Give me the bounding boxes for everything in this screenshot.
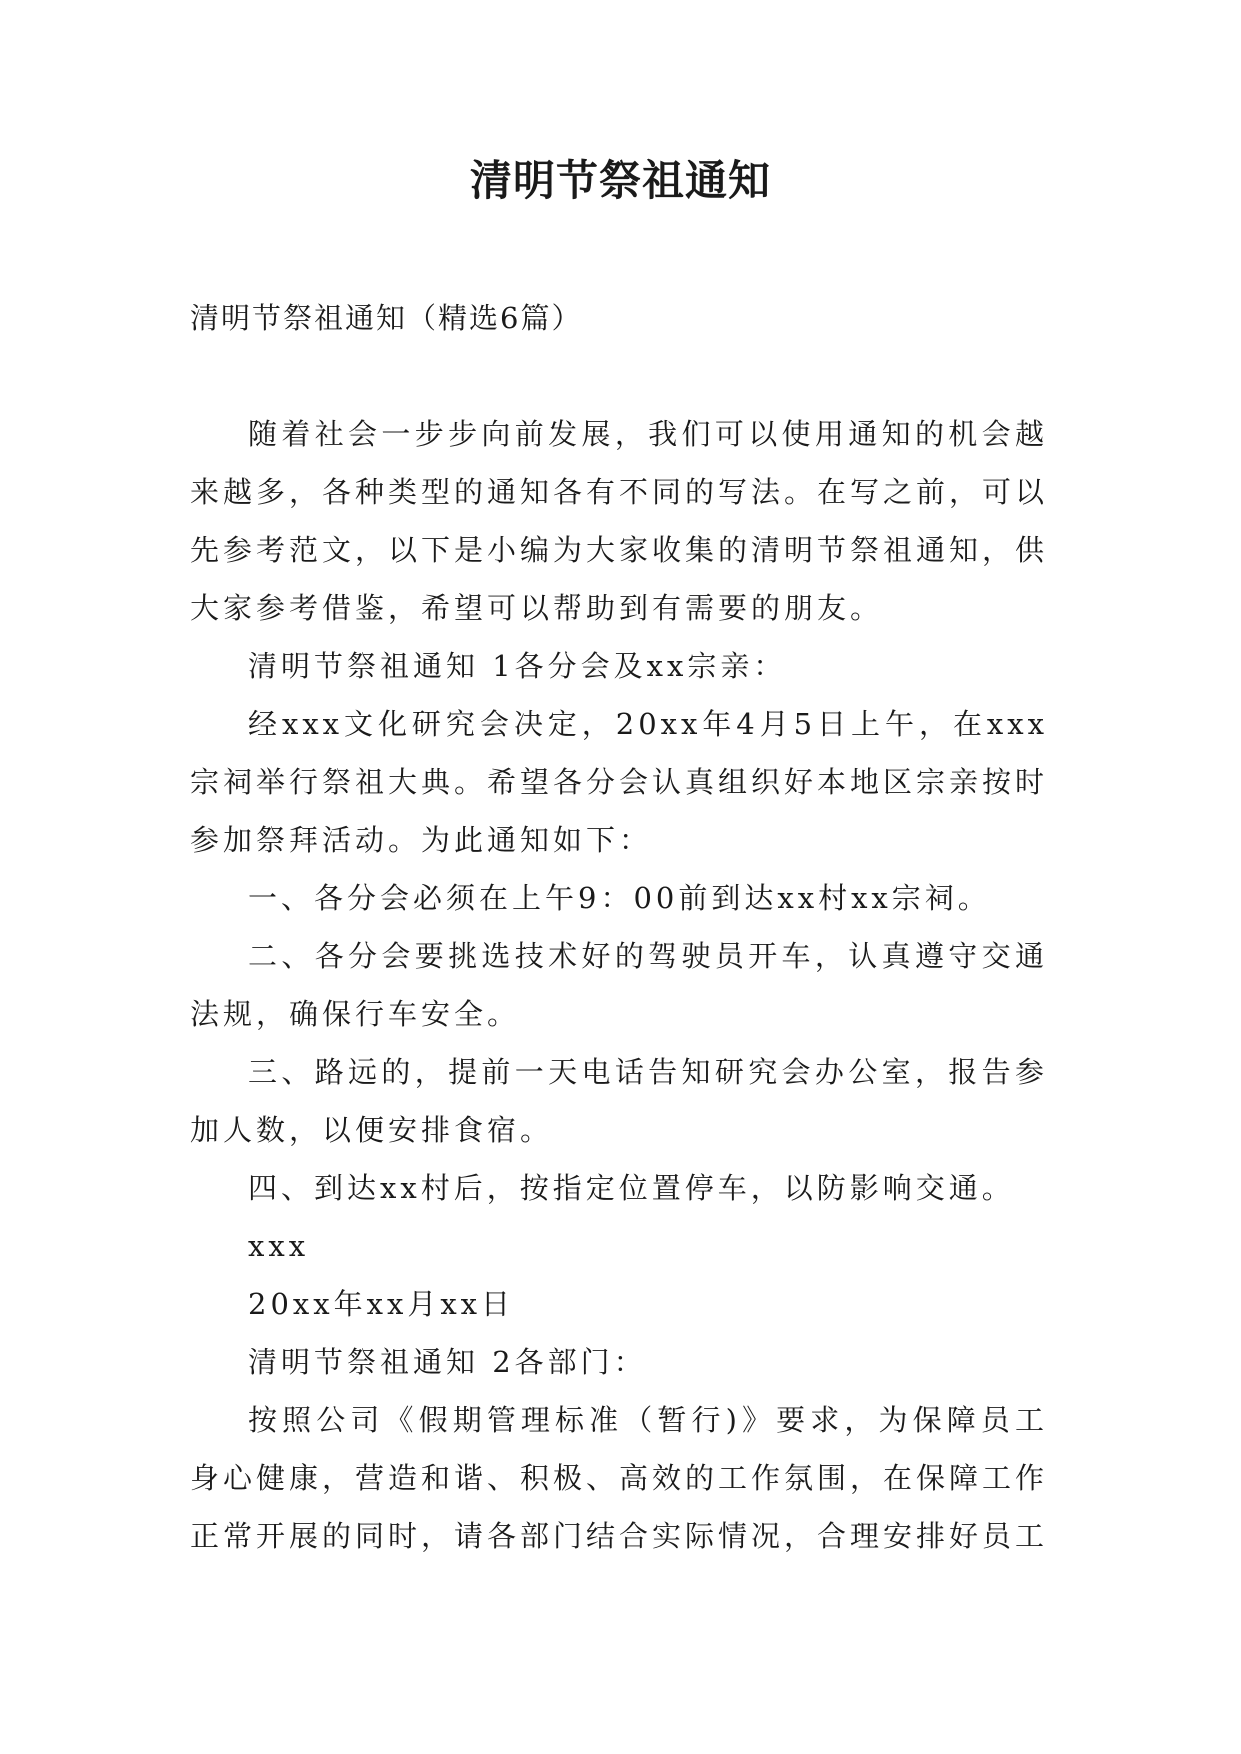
paragraph-item-2: 二、各分会要挑选技术好的驾驶员开车，认真遵守交通法规，确保行车安全。 [190, 939, 1048, 1031]
paragraph-item-1: 一、各分会必须在上午9：00前到达xx村xx宗祠。 [248, 881, 991, 915]
document-title: 清明节祭祖通知 [469, 156, 771, 205]
paragraph-notice2-heading: 清明节祭祖通知 2各部门： [248, 1345, 647, 1379]
paragraph-date: 20xx年xx月xx日 [248, 1287, 515, 1321]
paragraph-item-4: 四、到达xx村后，按指定位置停车，以防影响交通。 [248, 1171, 1015, 1205]
document-subtitle: 清明节祭祖通知（精选6篇） [190, 301, 583, 335]
paragraph-notice1-body: 经xxx文化研究会决定，20xx年4月5日上午，在xxx宗祠举行祭祖大典。希望各分会认真组织好本地区宗亲按时参加祭拜活动。为此通知如下： [190, 707, 1049, 857]
paragraph-signature: xxx [248, 1229, 310, 1263]
paragraph-item-3: 三、路远的，提前一天电话告知研究会办公室，报告参加人数，以便安排食宿。 [190, 1055, 1048, 1147]
paragraph-intro: 随着社会一步步向前发展，我们可以使用通知的机会越来越多，各种类型的通知各有不同的写法。在写之前，可以先参考范文，以下是小编为大家收集的清明节祭祖通知，供大家参考借鉴，希望可以帮助到有需要的朋友。 [190, 417, 1049, 625]
paragraph-notice2-body: 按照公司《假期管理标准（暂行)》要求，为保障员工身心健康，营造和谐、积极、高效的工作氛围，在保障工作正常开展的同时，请各部门结合实际情况，合理安排好员工 [190, 1403, 1049, 1553]
document-body [190, 405, 1048, 1565]
paragraph-notice1-heading: 清明节祭祖通知 1各分会及xx宗亲： [248, 649, 787, 683]
